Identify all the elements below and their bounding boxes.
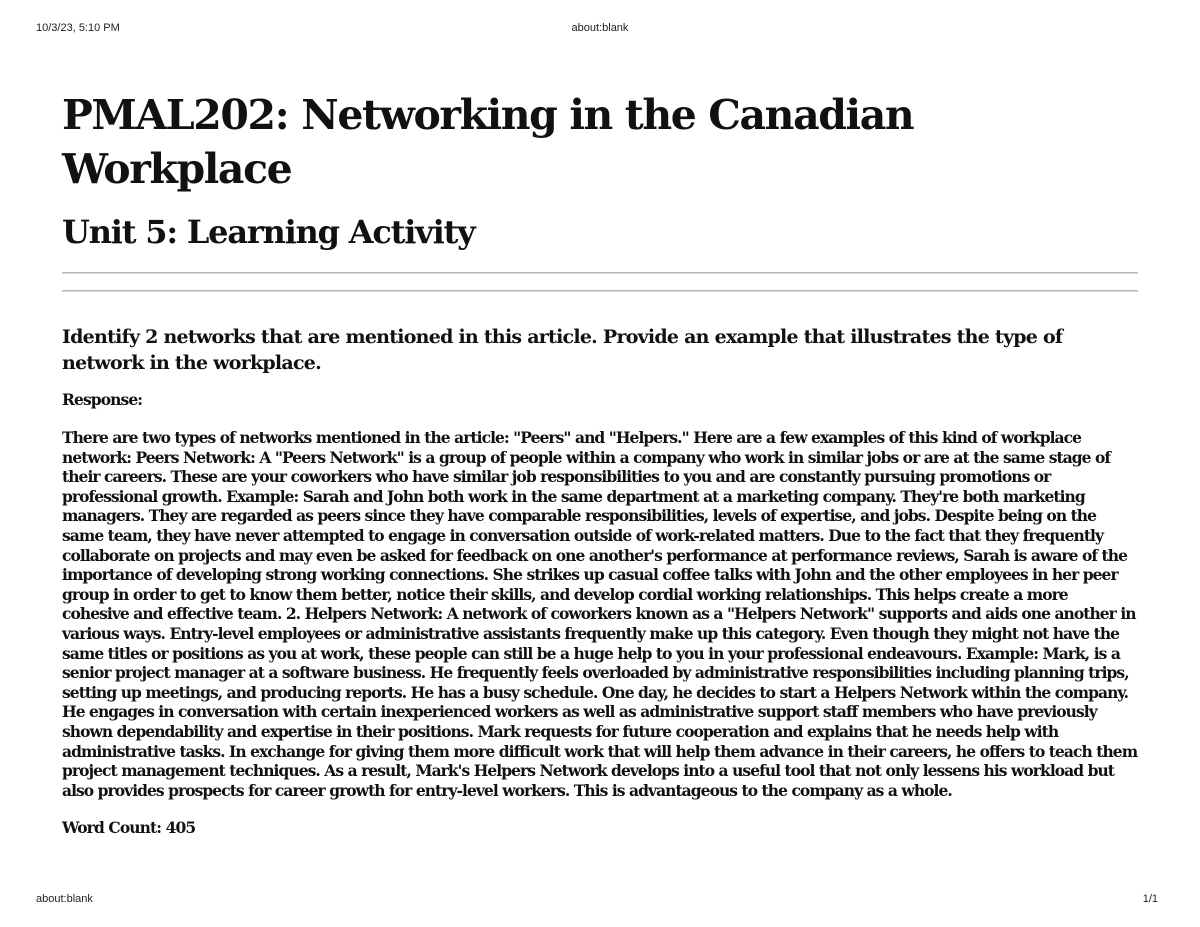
document-page bbox=[62, 88, 1138, 838]
divider-bottom bbox=[62, 290, 1138, 292]
print-footer bbox=[0, 893, 1200, 907]
word-count: Word Count: 405 bbox=[62, 818, 196, 838]
page-number: 1/1 bbox=[1142, 893, 1158, 905]
print-datetime: 10/3/23, 5:10 PM bbox=[36, 22, 120, 34]
print-header-url: about:blank bbox=[571, 22, 629, 34]
divider-top bbox=[62, 272, 1138, 274]
print-footer-url: about:blank bbox=[36, 893, 93, 905]
page-title: PMAL202: Networking in the Canadian Workplace bbox=[62, 91, 914, 193]
print-header bbox=[0, 22, 1200, 36]
response-text: There are two types of networks mentioned in the article: "Peers" and "Helpers." Here are a few examples of this kind of workplace network: Peers Network: A "Peers Network" is a group of people within a company who work in similar jobs or are at the same stage of their careers. These are your coworkers who have similar job responsibilities to you and are constantly pursuing promotions or professional growth. Example: Sarah and John both work in the same department at a marketing company. They're both marketing managers. They are regarded as peers since they have comparable responsibilities, levels of expertise, and jobs. Despite being on the same team, they have never attempted to engage in conversation outside of work-related matters. Due to the fact that they frequently collaborate on projects and may even be asked for feedback on one another's performance at performance reviews, Sarah is aware of the importance of developing strong working connections. She strikes up casual coffee talks with John and the other employees in her peer group in order to get to know them better, notice their skills, and develop cordial working relationships. This helps create a more cohesive and effective team. 2. Helpers Network: A network of coworkers known as a "Helpers Network" supports and aids one another in various ways. Entry-level employees or administrative assistants frequently make up this category. Even though they might not have the same titles or positions as you at work, these people can still be a huge help to you in your professional endeavours. Example: Mark, is a senior project manager at a software business. He frequently feels overloaded by administrative responsibilities including planning trips, setting up meetings, and producing reports. He has a busy schedule. One day, he decides to start a Helpers Network within the company. He engages in conversation with certain inexperienced workers as well as administrative support staff members who have previously shown dependability and expertise in their positions. Mark requests for future cooperation and explains that he needs help with administrative tasks. In exchange for giving them more difficult work that will help them advance in their careers, he offers to teach them project management techniques. As a result, Mark's Helpers Network develops into a useful tool that not only lessens his workload but also provides prospects for career growth for entry-level workers. This is advantageous to the company as a whole. bbox=[62, 428, 1138, 800]
question-prompt: Identify 2 networks that are mentioned in this article. Provide an example that illustrates the type of network in the workplace. bbox=[62, 326, 1063, 374]
response-label: Response: bbox=[62, 390, 143, 409]
page-subtitle: Unit 5: Learning Activity bbox=[62, 213, 475, 251]
